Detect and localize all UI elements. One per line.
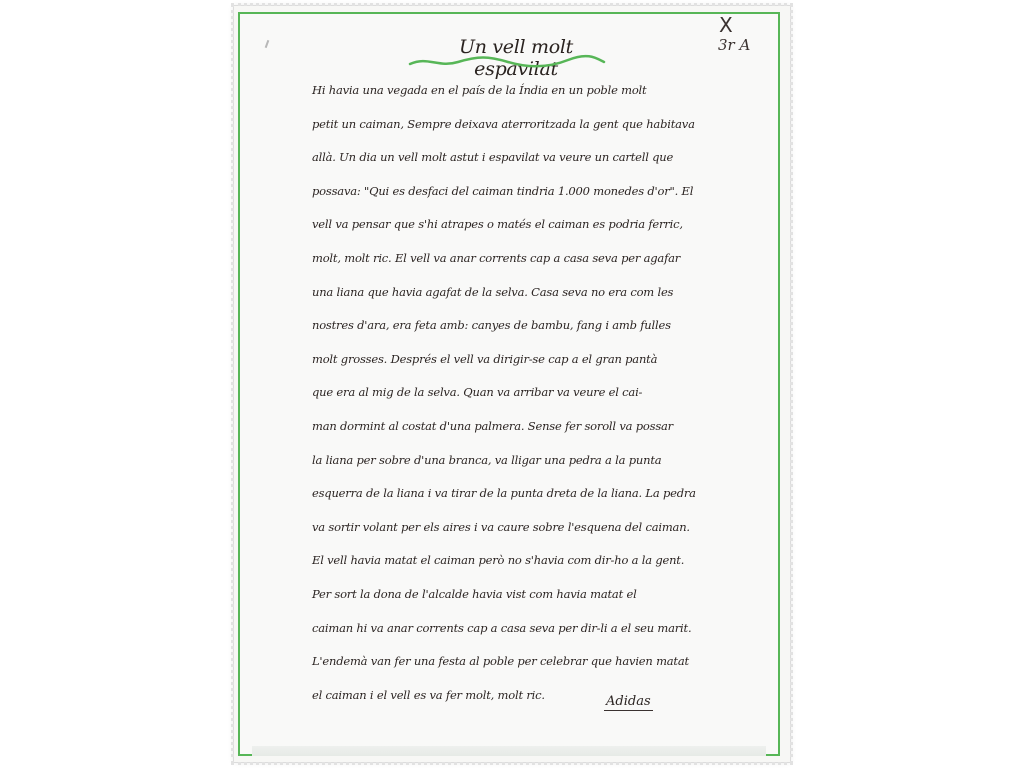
text-line: molt grosses. Després el vell va dirigir-se cap a el gran pantà	[312, 351, 658, 366]
text-line: va sortir volant per els aires i va caure sobre l'esquena del caiman.	[312, 519, 690, 534]
text-line: caiman hi va anar corrents cap a casa seva per dir-li a el seu marit.	[312, 620, 692, 635]
text-line: petit un caiman, Sempre deixava aterroritzada la gent que habitava	[312, 116, 695, 131]
text-line: L'endemà van fer una festa al poble per celebrar que havien matat	[312, 654, 689, 669]
text-line: El vell havia matat el caiman però no s'havia com dir-ho a la gent.	[312, 553, 685, 568]
scan-bottom-edge	[252, 746, 766, 756]
text-line: allà. Un dia un vell molt astut i espavilat va veure un cartell que	[312, 150, 674, 165]
text-line: nostres d'ara, era feta amb: canyes de bambu, fang i amb fulles	[312, 318, 671, 333]
text-line: una liana que havia agafat de la selva. Casa seva no era com les	[312, 284, 674, 299]
text-line: man dormint al costat d'una palmera. Sense fer soroll va possar	[312, 418, 673, 433]
signature: Adidas	[606, 694, 651, 709]
text-line: possava: "Qui es desfaci del caiman tindria 1.000 monedes d'or". El	[312, 183, 694, 198]
text-line: Per sort la dona de l'alcalde havia vist com havia matat el	[312, 586, 637, 601]
text-line: vell va pensar que s'hi atrapes o matés el caiman es podria ferric,	[312, 217, 683, 232]
story-body	[312, 74, 696, 712]
title-green-underline	[408, 52, 608, 70]
text-line: que era al mig de la selva. Quan va arribar va veure el cai-	[312, 385, 643, 400]
story-title: Un vell molt espavilat	[458, 36, 574, 80]
text-line: esquerra de la liana i va tirar de la punta dreta de la liana. La pedra	[312, 486, 696, 501]
text-line: la liana per sobre d'una branca, va lligar una pedra a la punta	[312, 452, 662, 467]
class-label: 3r A	[718, 36, 751, 54]
text-line: el caiman i el vell es va fer molt, molt ric.	[312, 687, 545, 702]
corner-x-mark: X	[719, 13, 733, 37]
text-line: molt, molt ric. El vell va anar corrents cap a casa seva per agafar	[312, 250, 681, 265]
text-line: Hi havia una vegada en el país de la Índia en un poble molt	[312, 83, 647, 97]
